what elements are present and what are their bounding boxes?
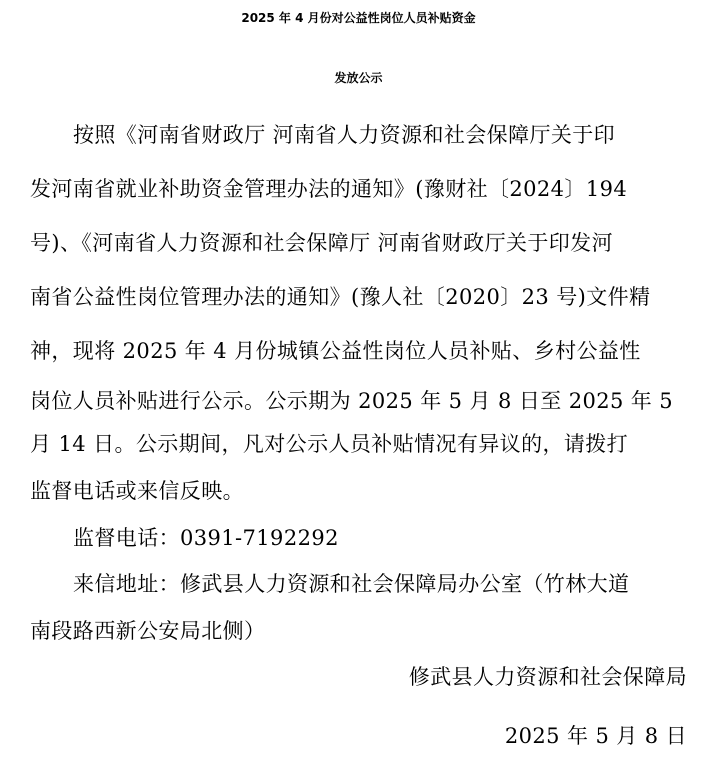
mailing-address-line-2: 南段路西新公安局北侧） xyxy=(30,619,266,643)
body-line-3: 号)、《河南省人力资源和社会保障厅 河南省财政厅关于印发河 xyxy=(30,231,613,255)
body-line-7: 月 14 日。公示期间，凡对公示人员补贴情况有异议的，请拨打 xyxy=(30,432,629,456)
body-line-5: 神，现将 2025 年 4 月份城镇公益性岗位人员补贴、乡村公益性 xyxy=(30,339,641,363)
mailing-address-line-1: 来信地址：修武县人力资源和社会保障局办公室（竹林大道 xyxy=(73,572,630,596)
issuing-organization: 修武县人力资源和社会保障局 xyxy=(408,665,687,689)
notice-title-line-1: 2025 年 4 月份对公益性岗位人员补贴资金 xyxy=(241,11,476,25)
supervision-phone: 监督电话：0391-7192292 xyxy=(73,526,339,550)
body-line-8: 监督电话或来信反映。 xyxy=(30,479,244,503)
issue-date: 2025 年 5 月 8 日 xyxy=(504,724,687,748)
body-line-1: 按照《河南省财政厅 河南省人力资源和社会保障厅关于印 xyxy=(73,123,616,147)
body-line-4: 南省公益性岗位管理办法的通知》(豫人社〔2020〕23 号)文件精 xyxy=(30,285,651,309)
notice-title-line-2: 发放公示 xyxy=(334,71,383,85)
body-line-2: 发河南省就业补助资金管理办法的通知》(豫财社〔2024〕194 xyxy=(30,177,628,201)
body-line-6: 岗位人员补贴进行公示。公示期为 2025 年 5 月 8 日至 2025 年 5 xyxy=(30,389,674,413)
